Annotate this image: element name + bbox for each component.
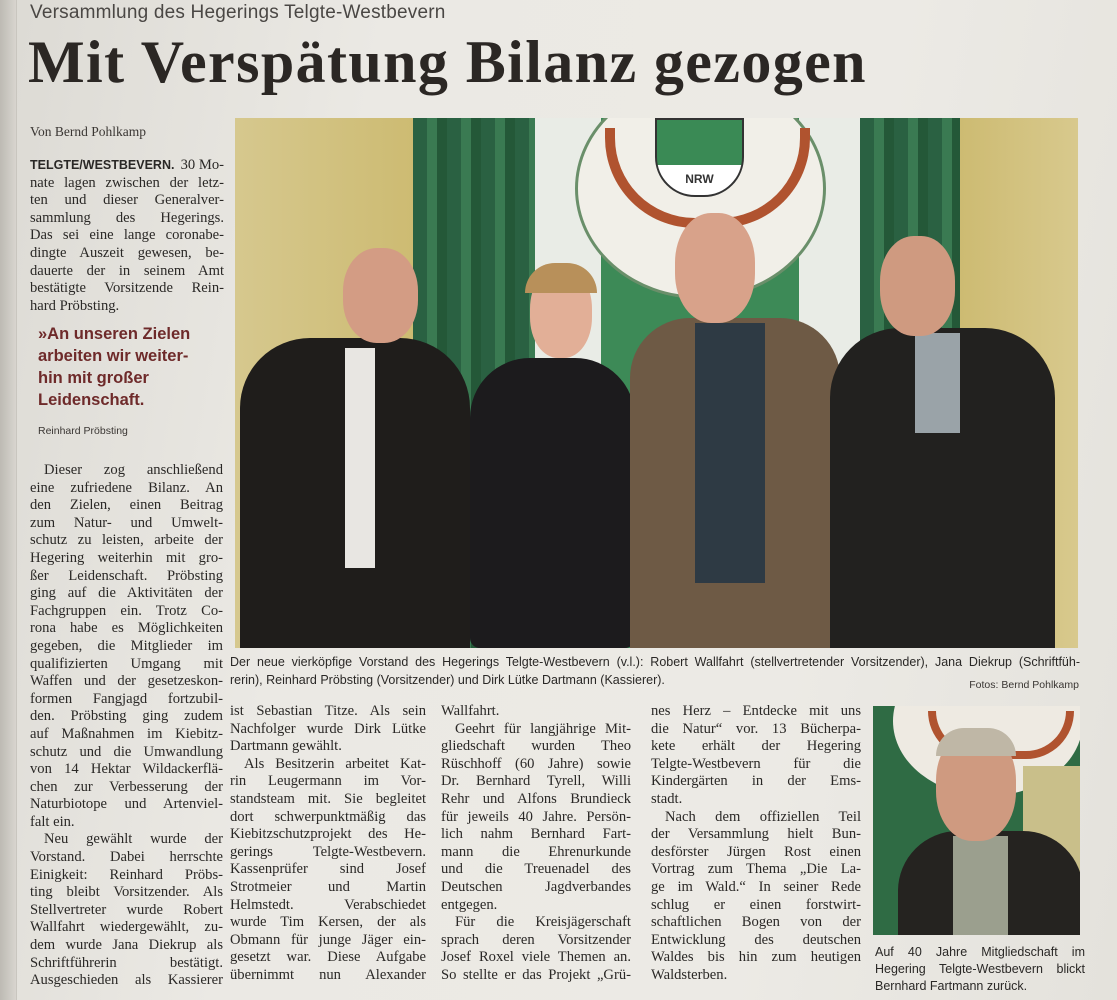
article-line: gerings Telgte-Westbevern. [230,843,426,860]
quote-line: hin mit großer [38,369,149,387]
intro-line: dauerte der in seinem Amt [30,262,224,279]
article-line: die Natur“ vor. 13 Bücherpa- [651,720,861,737]
article-line: ßer Leidenschaft. Pröbsting [30,567,223,584]
article-line: Dieser zog anschließend [44,462,223,478]
article-line: Dr. Bernhard Tyrell, Willi [441,773,631,790]
byline: Von Bernd Pohlkamp [30,124,147,139]
article-line: Kassenprüfer sind Josef [230,861,426,878]
intro-line: nate lagen zwischen der letz- [30,174,224,191]
intro-line: ten und dieser Generalver- [30,192,224,209]
article-line: schlug er einen forstwirt- [651,896,861,913]
article-line: Ausgeschieden als Kassierer [30,972,223,989]
article-line: Waldsterben. [651,966,728,983]
article-line: entgegen. [441,896,498,913]
article-line: mann die Ehrenurkunde [441,843,631,860]
article-line: Fachgruppen ein. Trotz Co- [30,602,223,619]
article-line: Entwicklung des deutschen [651,931,861,948]
article-line: gesetzt war. Diese Aufgabe [230,949,426,966]
crest-shield [655,118,744,197]
article-line: ting bleibt Vorsitzender. Als [30,884,223,901]
article-line: Stellvertreter wurde Robert [30,901,223,918]
article-line: Waffen und der gesetzeskon- [30,673,223,690]
article-line: Strotmeier und Martin [230,878,426,895]
photo-credit: Fotos: Bernd Pohlkamp [969,679,1079,691]
article-column-3 [441,703,631,985]
small-photo [873,706,1080,935]
article-line: Wallfahrt wiedergewählt, zu- [30,919,223,936]
article-line: den Zielen, einen Beitrag [30,497,223,514]
article-line: rin Leugermann im Vor- [230,773,426,790]
article-line: ging auf die Aktivitäten der [30,585,223,602]
article-line: nes Herz – Entdecke mit uns [651,703,861,719]
article-line: Kindergärten in der Ems- [651,773,861,790]
article-line: dem wurde Jana Diekrup als [30,937,223,954]
article-column-1 [30,462,223,990]
caption-line: Der neue vierköpfige Vorstand des Hegerings Telgte-Westbevern (v.l.): Robert Wallfahrt (stellvertretender Vorsitzender), Jana Diekrup (Schriftfüh- [230,655,1080,669]
intro-line: 30 Mo- [180,157,224,173]
article-line: chen zur Verbesserung der [30,778,223,795]
article-line: Einigkeit: Reinhard Pröbs- [30,866,223,883]
article-line: stadt. [651,790,683,807]
article-line: qualifizierten Umgang mit [30,655,223,672]
article-line: dort schwerpunktmäßig das [230,808,426,825]
article-column-2 [230,703,426,985]
article-line: Dartmann gewählt. [230,738,342,755]
person-jana-diekrup [470,358,635,648]
article-line: Waldes bis hin zum heutigen [651,949,861,966]
article-line: Wallfahrt. [441,703,500,719]
pull-quote [38,323,228,411]
article-line: Nach dem offiziellen Teil [665,808,861,825]
article-line: gliedschaft wurden Theo [441,738,631,755]
article-line: eine zufriedene Bilanz. An [30,479,223,496]
quote-line: Leidenschaft. [38,391,145,409]
article-line: kete erhält der Hegering [651,738,861,755]
quote-line: arbeiten wir weiter- [38,347,189,365]
article-line: Josef Roxel viele Themen an. [441,949,631,966]
article-line: Neu gewählt wurde der [44,831,223,848]
caption-line: rerin), Reinhard Pröbsting (Vorsitzender) und Dirk Lütke Dartmann (Kassierer). [230,672,665,687]
article-line: Als Besitzerin arbeitet Kat- [244,755,426,772]
quote-attribution: Reinhard Pröbsting [38,425,128,437]
article-line: von 14 Hektar Wildackerflä- [30,761,223,778]
article-line: Geehrt für langjährige Mit- [455,720,631,737]
intro-line: bestätigte Vorsitzende Rein- [30,280,224,297]
article-line: desförster Jürgen Rost einen [651,843,861,860]
caption-line: Auf 40 Jahre Mitgliedschaft im [875,945,1085,959]
article-line: Kiebitzschutzprojekt des He- [230,826,426,843]
article-line: und die Treuenadel des [441,861,631,878]
article-line: rona habe es Möglichkeiten [30,620,223,637]
article-line: Obmann für junge Jäger ein- [230,931,426,948]
article-line: Helmstedt. Verabschiedet [230,896,426,913]
intro-first-line [30,157,224,175]
article-line: So stellte er das Projekt „Grü- [441,966,631,983]
headline: Mit Verspätung Bilanz gezogen [28,29,867,95]
article-line: Schriftführerin bestätigt. [30,954,223,971]
article-line: gegeben, die Mitglieder im [30,637,223,654]
article-line: formen Fangjagd fortzubil- [30,690,223,707]
article-column-4 [651,703,861,985]
article-line: lich nahm Bernhard Fart- [441,826,631,843]
article-line: der Versammlung hielt Bun- [651,826,861,843]
caption-line: Bernhard Fartmann zurück. [875,979,1028,993]
article-line: Deutschen Jagdverbandes [441,878,631,895]
article-line: auf Maßnahmen im Kiebitz- [30,725,223,742]
quote-line: »An unseren Zielen [38,325,191,343]
article-line: Telgte-Westbevern für die [651,755,861,772]
intro-line: sammlung des Hegerings. [30,209,224,226]
article-line: falt ein. [30,813,75,830]
article-line: sprach deren Vorsitzender [441,931,631,948]
article-line: schutz zu leisten, arbeite der [30,532,223,549]
article-line: übernimmt nun Alexander [230,966,426,983]
dateline: TELGTE/WESTBEVERN. [30,158,175,172]
article-line: Rehr und Alfons Brundieck [441,790,631,807]
article-line: ist Sebastian Titze. Als sein [230,703,426,719]
small-photo-caption [875,944,1085,995]
article-line: zum Natur- und Umwelt- [30,514,223,531]
article-line: den. Pröbsting ging zudem [30,708,223,725]
page-edge [0,0,17,1000]
article-line: Für die Kreisjägerschaft [455,914,631,931]
caption-line: Hegering Telgte-Westbevern blickt [875,962,1085,976]
main-photo-caption [230,654,1080,689]
article-line: standsteam mit. Sie begleitet [230,790,426,807]
intro-paragraph [30,157,224,315]
article-line: Vortrag zum Thema „Die La- [651,861,861,878]
article-line: Hegering weiterhin mit gro- [30,549,223,566]
article-line: Naturbiotope und Artenviel- [30,796,223,813]
intro-line: dingte Auszeit gewesen, be- [30,244,224,261]
kicker: Versammlung des Hegerings Telgte-Westbevern [30,2,446,23]
article-line: schaftlichen Bogen von der [651,914,861,931]
article-line: Rüschhoff (60 Jahre) sowie [441,755,631,772]
article-line: ge im Wald.“ In seiner Rede [651,878,861,895]
intro-line: hard Pröbsting. [30,297,120,314]
main-photo [235,118,1078,648]
article-line: schutz und die Umwandlung [30,743,223,760]
article-line: wurde Tim Kersen, der als [230,914,426,931]
article-line: für jeweils 40 Jahre. Persön- [441,808,631,825]
crest-text: NRW [685,172,714,186]
intro-line: Das sei eine lange coronabe- [30,227,224,244]
article-line: Nachfolger wurde Dirk Lütke [230,720,426,737]
article-line: Vorstand. Dabei herrschte [30,849,223,866]
